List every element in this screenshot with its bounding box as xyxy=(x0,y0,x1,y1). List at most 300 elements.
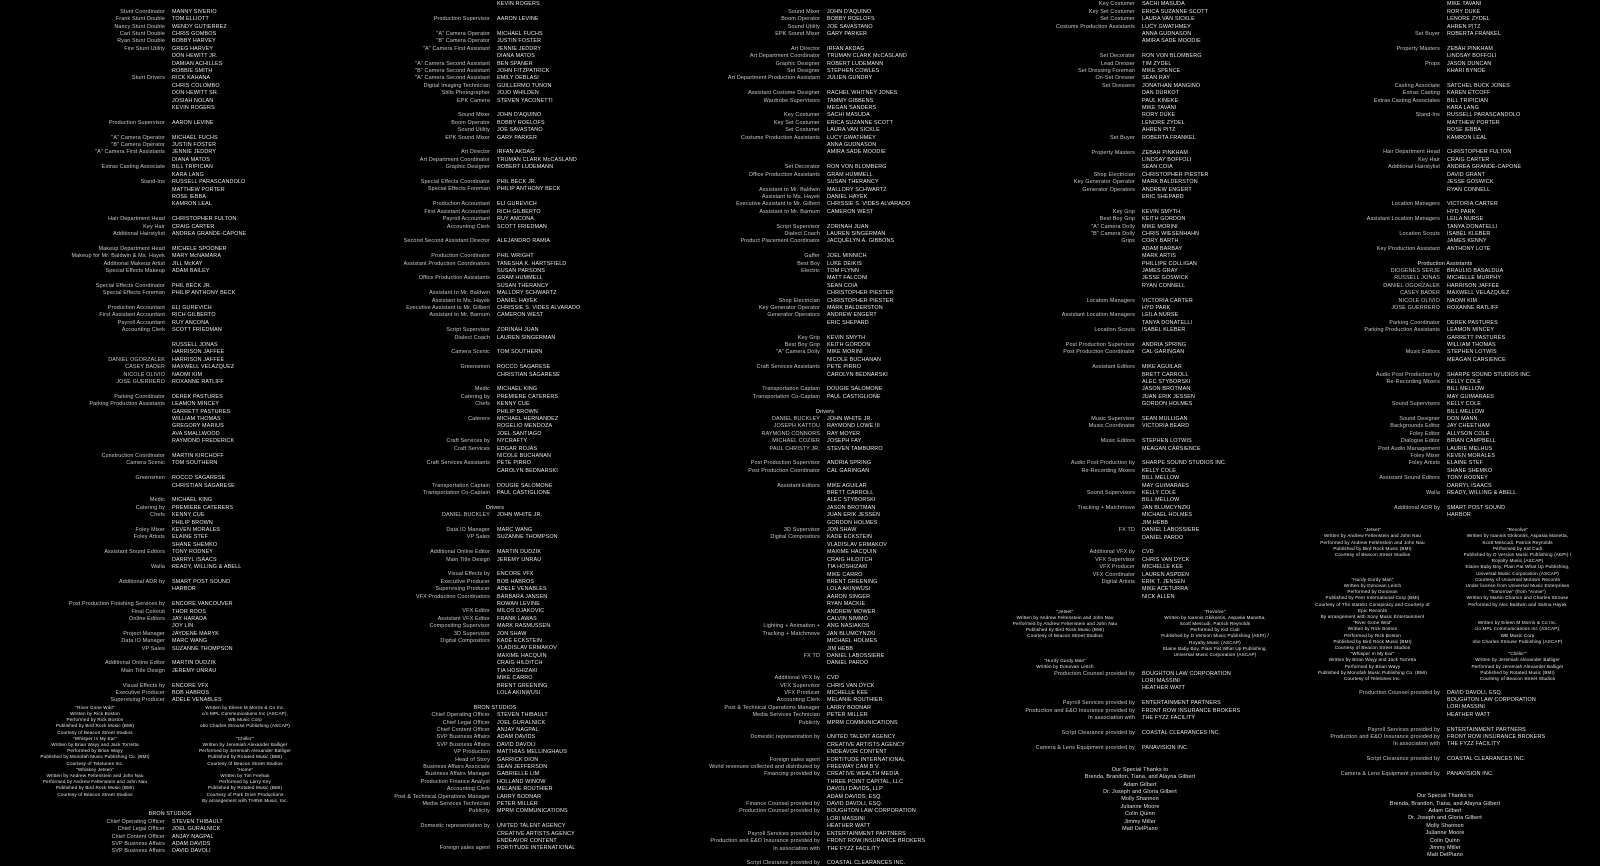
credit-name: MICHELE SPOONER xyxy=(172,245,227,252)
credit-section-heading: Drivers xyxy=(485,504,505,511)
credit-row xyxy=(330,712,660,719)
credit-row xyxy=(20,834,320,841)
credit-spacer xyxy=(20,298,320,305)
credit-row xyxy=(20,357,320,364)
credit-role: Supervising Producer xyxy=(435,586,490,593)
credit-row xyxy=(330,372,660,379)
song-credit-line: Royalty Music (ASCAP) xyxy=(1189,639,1241,645)
credit-name: MICHAEL FUCHS xyxy=(497,31,543,37)
credit-name: GABRIELLE LIM xyxy=(497,771,540,778)
credit-role: Sound Designer xyxy=(1399,416,1440,423)
credit-row xyxy=(660,749,990,756)
credit-name: GARRETT PASTURES xyxy=(172,408,231,415)
credit-row xyxy=(660,616,990,623)
credit-role: Re-Recording Mixers xyxy=(1081,467,1135,474)
credit-row xyxy=(660,120,990,127)
credit-role: Boom Operator xyxy=(781,16,820,23)
credit-row xyxy=(20,841,320,848)
credit-role: Set Dressers xyxy=(1102,82,1135,89)
credit-name: ENDEAVOR CONTENT xyxy=(497,838,557,845)
credit-row xyxy=(660,697,990,704)
credit-row xyxy=(330,512,660,519)
credit-name: ELAINE STEF xyxy=(172,534,209,541)
credit-role: RAYMOND CONNORS xyxy=(761,430,820,437)
credit-name: GARRETT PASTURES xyxy=(1447,334,1506,341)
credit-role: Stunt Coordinator xyxy=(120,8,165,15)
credit-name: MALLORY SCHWARTZ xyxy=(497,290,557,297)
credit-spacer xyxy=(1300,498,1590,505)
credit-row xyxy=(1300,187,1590,194)
song-credit-block xyxy=(1445,620,1590,651)
credit-row xyxy=(1300,157,1590,164)
credit-name: KELLY COLE xyxy=(1447,401,1481,408)
credit-name: FORTITUDE INTERNATIONAL xyxy=(497,845,576,852)
credit-name: GARY PARKER xyxy=(827,31,867,38)
credit-name: MELANIE ROUTHIER xyxy=(827,697,883,704)
credit-row xyxy=(660,572,990,579)
credit-role: Greensmen xyxy=(135,475,165,482)
song-credit-block xyxy=(1445,527,1590,577)
song-credit-block xyxy=(1140,609,1290,659)
credit-name: RAYMOND FREDERICK xyxy=(172,438,235,445)
credit-name: SCOTT FRIEDMAN xyxy=(172,327,222,334)
credit-row xyxy=(990,527,1290,534)
credit-row xyxy=(660,720,990,727)
credit-name: DON HEWITT SR. xyxy=(172,90,219,97)
credit-role: Key Hair xyxy=(1418,156,1440,163)
credit-row xyxy=(990,586,1290,593)
credit-role: Post Production Coordinator xyxy=(748,467,820,474)
credit-name: SHARPE SOUND STUDIOS INC. xyxy=(1142,460,1227,467)
credit-name: DARRYL ISAACS xyxy=(172,556,217,563)
credit-name: JASON DUNCAN xyxy=(1447,60,1492,67)
credit-role: Medic xyxy=(474,386,490,393)
credit-name: LUKE DEIKIS xyxy=(827,260,862,267)
credit-section-heading: BRON STUDIOS xyxy=(148,811,192,818)
credit-name: KADE ECKSTEIN xyxy=(827,534,873,541)
credit-name: JASON BROTMAN xyxy=(827,504,876,511)
credit-row xyxy=(330,83,660,90)
credit-row xyxy=(1300,394,1590,401)
credit-name: JAYDENE MARYK xyxy=(172,630,219,637)
credit-role: "A" Camera First Assistants xyxy=(95,149,165,156)
credit-name: LORI MASSINI xyxy=(827,815,866,822)
credit-row xyxy=(990,708,1290,715)
song-credit-line: Scott Mescudi, Patrick Reynolds xyxy=(1179,620,1251,626)
song-credit-line: Performed by Donovan xyxy=(1347,589,1398,595)
credit-name: KENNY CUE xyxy=(172,512,205,519)
credit-spacer xyxy=(1300,778,1590,785)
credit-row xyxy=(1300,164,1590,171)
credit-row xyxy=(660,142,990,149)
credit-role: Production and E&O Insurance provided by xyxy=(710,838,820,845)
credit-row xyxy=(660,660,990,667)
song-credit-line: Courtesy of The state51 Conspiracy and Courtesy of xyxy=(1315,601,1430,607)
credit-row xyxy=(990,349,1290,356)
credit-row xyxy=(990,105,1290,112)
credit-name: VLADISLAV ERMAKOV xyxy=(497,645,557,652)
credit-row xyxy=(330,38,660,45)
credit-role: Script Supervisor xyxy=(776,223,820,230)
credit-spacer xyxy=(1300,364,1590,371)
credit-row xyxy=(660,224,990,231)
credit-name: GORDON HOLMES xyxy=(827,519,878,526)
song-credit-row xyxy=(20,736,320,767)
credit-spacer xyxy=(660,246,990,253)
credit-name: THREE POINT CAPITAL, LLC xyxy=(827,778,904,785)
credit-name: FORTITUDE INTERNATIONAL xyxy=(827,756,906,763)
song-credit-line: Courtesy of Beacon Street Studios xyxy=(207,760,283,766)
song-credit-line: Written by Ioannis Gkikontis, Aspasia Manetta, xyxy=(1466,533,1569,539)
song-credit-row xyxy=(1300,620,1590,651)
credit-name: CAL GARINGAN xyxy=(827,467,870,474)
credit-role: Dialogue Editor xyxy=(1400,438,1440,445)
credit-role: Music Editors xyxy=(1100,438,1135,445)
credit-role: Business Affairs Manager xyxy=(425,771,490,778)
credit-row xyxy=(20,564,320,571)
credit-spacer xyxy=(990,201,1290,208)
credit-row xyxy=(660,261,990,268)
credit-name: MICHAEL KING xyxy=(497,386,538,393)
credit-name: KEVIN ROGERS xyxy=(497,1,540,8)
credit-row xyxy=(1300,771,1590,778)
credit-spacer xyxy=(990,759,1290,766)
credit-name: LORI MASSINI xyxy=(1142,677,1181,684)
credit-role: EPK Sound Mixer xyxy=(775,31,820,38)
credit-name: TOM SOUTHERN xyxy=(172,460,218,467)
credit-role: Compositing Supervisor xyxy=(429,623,490,630)
credit-row xyxy=(660,497,990,504)
credit-row xyxy=(330,224,660,231)
song-credit-line: Universal Music Corporation (ASCAP) xyxy=(1173,651,1257,657)
credit-row xyxy=(660,638,990,645)
credit-role: Art Director xyxy=(790,45,820,52)
credit-name: KEVIN SMYTH xyxy=(827,334,866,341)
credit-spacer xyxy=(660,453,990,460)
credit-role: Assistant VFX Editor xyxy=(437,615,490,622)
credit-row xyxy=(20,683,320,690)
credit-spacer xyxy=(660,853,990,860)
credit-role: Additional VFX by xyxy=(1089,549,1135,556)
credit-name: AARON LEVINE xyxy=(497,16,539,23)
credit-row xyxy=(1300,120,1590,127)
credit-name: ANDREW ENGERT xyxy=(1142,186,1192,193)
credit-name: LARRY BODNAR xyxy=(827,704,872,711)
credit-name: MEAGAN CARSIENCE xyxy=(1142,445,1201,452)
credit-name: JENNIE JEDDRY xyxy=(497,45,542,52)
song-credit-line: Courtesy of Universal Motown Records xyxy=(1474,576,1561,582)
credit-role: "A" Camera Operator xyxy=(111,134,165,141)
credit-role: Accounting Clerk xyxy=(776,697,820,704)
credit-name: JILL McKAY xyxy=(172,260,203,267)
credit-role: Project Manager xyxy=(123,630,165,637)
song-credit-row xyxy=(20,705,320,736)
credit-role: Additional ADR by xyxy=(119,578,165,585)
credit-row xyxy=(330,801,660,808)
credit-name: CHRISTOPHER PIESTER xyxy=(827,290,894,297)
credit-role: Stand-Ins xyxy=(1415,112,1440,119)
credit-row xyxy=(20,409,320,416)
credit-row xyxy=(660,468,990,475)
credit-name: JOHN FITZPATRICK xyxy=(497,68,550,75)
song-credit-line: "Home" xyxy=(236,766,254,772)
credit-row xyxy=(20,826,320,833)
credit-section-heading: Our Special Thanks to xyxy=(1416,793,1474,800)
credit-role: In association with xyxy=(1393,741,1440,748)
credit-role: Final Colorist xyxy=(131,608,165,615)
credit-name: ENCORE VFX xyxy=(172,682,209,689)
credit-role: Sound Mixer xyxy=(788,8,820,15)
credit-role: Tracking + Matchmove xyxy=(762,630,820,637)
credit-row xyxy=(1300,112,1590,119)
credit-name: UNITED TALENT AGENCY xyxy=(827,734,896,741)
credit-name: MICHAEL HOLMES xyxy=(827,638,878,645)
song-credit-line: Performed by Rick Boston xyxy=(1344,632,1401,638)
credit-name: PAUL CASTIGLIONE xyxy=(497,490,551,497)
credit-name: BOUGHTON LAW CORPORATION xyxy=(1447,696,1536,703)
credit-name: ELI GUREVICH xyxy=(172,304,212,311)
credit-role: Accounting Clerk xyxy=(446,786,490,793)
credit-name: CVD xyxy=(1142,549,1154,556)
credit-name: DAVID DAVOLI, ESQ. xyxy=(1447,689,1503,696)
credit-row xyxy=(1300,512,1590,519)
credit-name: TAMMY GIBBENS xyxy=(827,97,874,104)
credit-row xyxy=(1300,756,1590,763)
credit-row xyxy=(20,320,320,327)
credit-name: RORY DUKE xyxy=(1142,112,1176,119)
credit-name: BRETT CARROLL xyxy=(1142,371,1189,378)
credit-name: MILOS DJAKOVIC xyxy=(497,608,545,615)
credit-row xyxy=(660,527,990,534)
credit-role: Additional Makeup Artist xyxy=(103,260,165,267)
credit-name: JAY CHEETHAM xyxy=(1447,423,1490,430)
credit-name: CORY BARTH xyxy=(1142,238,1179,245)
credit-row xyxy=(660,594,990,601)
credit-name: ENTERTAINMENT PARTNERS xyxy=(1142,700,1221,707)
credit-spacer xyxy=(20,675,320,682)
credit-row xyxy=(20,53,320,60)
song-credit-line: Courtesy of Teletunes Inc. xyxy=(66,760,124,766)
credit-role: DANIEL OGORZALEK xyxy=(1383,282,1440,289)
credit-name: WILLIAM THOMAS xyxy=(172,416,221,423)
credit-role: Assistant to Mr. Baldwin xyxy=(759,186,820,193)
credit-role: Property Masters xyxy=(1396,45,1440,52)
song-credit-line: Courtesy of Beacon Street Studios xyxy=(1334,644,1411,650)
credit-name: EDGAR ROJAS xyxy=(497,445,538,452)
credit-name: MAXWELL VELAZQUEZ xyxy=(172,364,235,371)
credit-name: TIA HOSHIZAKI xyxy=(497,667,538,674)
credit-name: WENDY GUTIERREZ xyxy=(172,23,227,30)
credit-row xyxy=(990,564,1290,571)
credit-name: SATCHEL BUCK JONES xyxy=(1447,82,1510,89)
credit-name: JEREMY UNRAU xyxy=(172,667,217,674)
credit-role: SVP Business Affairs xyxy=(111,848,165,855)
credit-name: ENTERTAINMENT PARTNERS xyxy=(827,830,906,837)
credit-role: Costume Production Assistants xyxy=(741,134,820,141)
credit-name: SHANE SHEMKO xyxy=(172,541,218,548)
credit-name: NICOLE BUCHANAN xyxy=(497,453,552,459)
song-credit-block xyxy=(20,767,170,804)
credit-role: JOSEPH KATTOU xyxy=(773,423,820,430)
credit-row xyxy=(330,549,660,556)
song-credit-line: "Hurdy Gurdy Man" xyxy=(1351,576,1394,582)
credit-name: ADAM DAVIDS xyxy=(172,841,211,848)
credit-row xyxy=(660,631,990,638)
credit-name: JOEL GURALNICK xyxy=(172,826,221,833)
credit-spacer xyxy=(990,409,1290,416)
credit-name: AVA SMALLWOOD xyxy=(172,430,220,437)
song-credit-line: "Jetset" xyxy=(1056,608,1074,614)
credit-row xyxy=(990,745,1290,752)
credit-role: Camera Scenic xyxy=(126,460,165,467)
credit-name: MAXIME HACQUIN xyxy=(497,652,547,659)
credit-role: Additional VFX by xyxy=(774,675,820,682)
song-credit-row xyxy=(1300,651,1590,682)
credit-name: BILL MELLOW xyxy=(1447,408,1485,415)
credit-name: RACHEL WHITNEY JONES xyxy=(827,90,898,97)
credit-spacer xyxy=(20,127,320,134)
credit-name: SEAN MULLIGAN xyxy=(1142,416,1188,423)
credit-role: Camera & Lens Equipment provided by xyxy=(1035,744,1135,751)
credit-name: LEAMON MINCEY xyxy=(1447,327,1495,334)
credit-role: Graphic Designer xyxy=(775,60,820,67)
credit-row xyxy=(330,149,660,156)
credit-row xyxy=(330,120,660,127)
credit-role: Post & Technical Operations Manager xyxy=(394,793,490,800)
credit-name: JOHN D'AQUINO xyxy=(827,8,872,15)
credit-row xyxy=(20,848,320,855)
credit-role: "A" Camera First Assistant xyxy=(422,45,490,52)
credit-row xyxy=(1300,438,1590,445)
credit-row xyxy=(990,505,1290,512)
credit-role: JOSE GUERRERO xyxy=(1391,304,1440,311)
credit-name: GREG HARVEY xyxy=(172,45,214,52)
song-credit-row xyxy=(990,609,1290,659)
credit-row xyxy=(20,164,320,171)
credit-row xyxy=(1300,83,1590,90)
song-credit-block xyxy=(170,705,320,736)
credit-name: BOBBY ROELOFS xyxy=(827,16,875,23)
credit-name: ZEBAH PINKHAM xyxy=(1142,149,1188,156)
song-credit-block xyxy=(1300,620,1445,651)
credit-name: BOB HABROS xyxy=(172,689,210,696)
credit-role: Special Effects Coordinator xyxy=(420,179,490,186)
credit-name: WILLIAM THOMAS xyxy=(1447,342,1496,348)
credit-row xyxy=(990,261,1290,268)
credit-spacer xyxy=(1300,764,1590,771)
credit-role: "A" Camera Dolly xyxy=(776,349,820,356)
credit-name: JUSTIN FOSTER xyxy=(172,142,217,149)
credit-row xyxy=(660,579,990,586)
credit-row xyxy=(660,268,990,275)
song-credit-line: Published by Rotated Music (BMI) xyxy=(207,754,283,760)
credit-name: ANDRIA SPRING xyxy=(1142,342,1187,349)
credit-spacer xyxy=(1300,312,1590,319)
song-credit-block xyxy=(20,705,170,736)
credit-role: Sound Supervisors xyxy=(1086,490,1135,497)
credit-name: KELLY COLE xyxy=(1447,379,1481,386)
credit-spacer xyxy=(1300,253,1590,260)
credit-role: Generator Operators xyxy=(1082,186,1135,193)
credit-spacer xyxy=(330,194,660,201)
credit-name: COASTAL CLEARANCES INC. xyxy=(827,860,906,866)
song-credit-line: Written by Rick Boston xyxy=(1347,626,1398,632)
credit-row xyxy=(20,16,320,23)
credit-name: PANAVISION INC. xyxy=(1142,744,1189,751)
credit-row xyxy=(660,394,990,401)
credit-name: PHIL WRIGHT xyxy=(497,253,534,260)
credit-role: EPK Sound Mixer xyxy=(445,134,490,141)
credit-role: FX TD xyxy=(803,652,820,659)
credit-role: Digital Artists xyxy=(1101,578,1135,585)
credit-row xyxy=(660,305,990,312)
credit-role: Additional ADR by xyxy=(1394,504,1440,511)
credit-role: Dialect Coach xyxy=(784,230,820,237)
credit-role: Shop Electrician xyxy=(778,297,820,304)
credit-name: MICHELLE KEE xyxy=(827,690,869,696)
song-credit-row xyxy=(990,658,1290,670)
credit-name: KEVEN MORALES xyxy=(172,527,221,534)
credit-spacer xyxy=(990,542,1290,549)
credit-name: ERIK T. JENSEN xyxy=(1142,578,1186,585)
credit-role: Production Supervisor xyxy=(433,16,490,23)
credit-row xyxy=(990,438,1290,445)
credit-spacer xyxy=(1300,682,1590,689)
credit-row xyxy=(660,9,990,16)
credit-row xyxy=(1300,9,1590,16)
credit-role: Transportation Co-Captain xyxy=(422,490,490,497)
credit-name: JOEL MINNICH xyxy=(827,253,867,260)
credit-name: GREGORY MARIUS xyxy=(172,423,224,430)
credit-row xyxy=(660,194,990,201)
credit-role: SVP Business Affairs xyxy=(111,841,165,848)
song-credit-line: Courtesy of Beacon Street Studios xyxy=(57,729,133,735)
credit-row xyxy=(990,468,1290,475)
credit-role: Post Production Finishing Services by xyxy=(68,601,165,608)
credit-role: Set Costumer xyxy=(1100,16,1135,23)
song-credit-line: "Whiskey Jetsen" xyxy=(76,766,114,772)
credit-row xyxy=(990,216,1290,223)
credit-row xyxy=(1300,342,1590,349)
credit-name: FRONT ROW INSURANCE BROKERS xyxy=(1447,734,1546,740)
credit-row xyxy=(990,475,1290,482)
credit-row xyxy=(660,342,990,349)
credit-name: TANESHA K. HARTSFIELD xyxy=(497,260,567,267)
credit-role: Set Buyer xyxy=(1109,134,1135,141)
credit-name: DOUGIE SALOMONE xyxy=(827,386,883,393)
credit-name: MIKE CARRO xyxy=(497,675,533,682)
credit-name: MIKE CARRO xyxy=(827,571,863,578)
credit-spacer xyxy=(20,490,320,497)
credit-row xyxy=(1300,238,1590,245)
credit-row xyxy=(990,38,1290,45)
credit-section-heading: BRON STUDIOS xyxy=(473,704,517,711)
credit-row xyxy=(330,579,660,586)
credit-name: BRETT CARROLL xyxy=(827,490,874,497)
credit-role: Supervising Producer xyxy=(110,697,165,704)
credit-row xyxy=(660,127,990,134)
credit-name: JOHN WHITE JR. xyxy=(827,416,873,423)
credit-role: Wardrobe Supervisors xyxy=(763,97,820,104)
credit-spacer xyxy=(330,697,660,704)
credit-row xyxy=(990,179,1290,186)
credit-role: Walla xyxy=(1425,490,1440,497)
credit-row xyxy=(1300,98,1590,105)
credit-section-heading: Our Special Thanks to xyxy=(1111,766,1169,773)
credit-role: Post Production Supervisor xyxy=(1065,342,1135,349)
credit-name: LEILA NURSE xyxy=(1447,216,1484,223)
credit-row xyxy=(990,535,1290,542)
